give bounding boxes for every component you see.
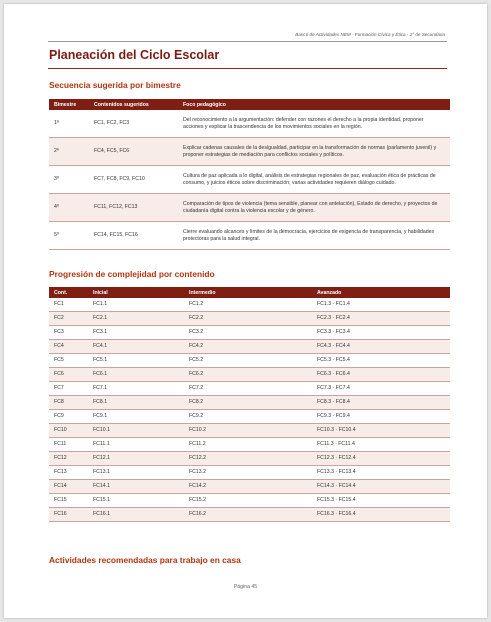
progresion-row <box>49 368 450 382</box>
col-header-foco: Foco pedagógico <box>178 99 450 110</box>
bimestre-cell: 4º <box>49 194 89 222</box>
bimestre-cell: 3º <box>49 166 89 194</box>
inicial-cell: FC1.1 <box>88 298 184 312</box>
cont-cell: FC12 <box>49 452 88 466</box>
col-header-cont: Cont. <box>49 287 88 298</box>
avanzado-cell: FC7.3 · FC7.4 <box>312 382 450 396</box>
col-header-bimestre: Bimestre <box>49 99 89 110</box>
bimestre-row <box>49 166 450 194</box>
contenidos-cell: FC4, FC5, FC6 <box>89 138 178 166</box>
avanzado-cell: FC9.3 · FC9.4 <box>312 410 450 424</box>
inicial-cell: FC8.1 <box>88 396 184 410</box>
inicial-cell: FC12.1 <box>88 452 184 466</box>
intermedio-cell: FC5.2 <box>184 354 312 368</box>
avanzado-cell: FC16.3 · FC16.4 <box>312 508 450 522</box>
foco-cell: Explicar cadenas causales de la desigualdad, participar en la transformación de normas (parlamento juvenil) y proponer estrategias de mediación para conflictos sociales y políticos. <box>178 138 450 166</box>
intermedio-cell: FC4.2 <box>184 340 312 354</box>
avanzado-cell: FC13.3 · FC13.4 <box>312 466 450 480</box>
bimestre-cell: 1º <box>49 110 89 138</box>
cont-cell: FC10 <box>49 424 88 438</box>
inicial-cell: FC6.1 <box>88 368 184 382</box>
page-number: Página 45 <box>233 584 258 590</box>
col-header-contenidos: Contenidos sugeridos <box>89 99 178 110</box>
inicial-cell: FC2.1 <box>88 312 184 326</box>
progresion-row <box>49 382 450 396</box>
intermedio-cell: FC2.2 <box>184 312 312 326</box>
avanzado-cell: FC14.3 · FC14.4 <box>312 480 450 494</box>
intermedio-cell: FC3.2 <box>184 326 312 340</box>
cont-cell: FC16 <box>49 508 88 522</box>
progresion-row <box>49 466 450 480</box>
cont-cell: FC5 <box>49 354 88 368</box>
inicial-cell: FC10.1 <box>88 424 184 438</box>
bimestre-row <box>49 194 450 222</box>
bimestre-row <box>49 222 450 250</box>
progresion-row <box>49 410 450 424</box>
progresion-row <box>49 452 450 466</box>
contenidos-cell: FC1, FC2, FC3 <box>89 110 178 138</box>
cont-cell: FC11 <box>49 438 88 452</box>
inicial-cell: FC11.1 <box>88 438 184 452</box>
bimestre-row <box>49 138 450 166</box>
section-title-casa: Actividades recomendadas para trabajo en casa <box>49 555 241 565</box>
cont-cell: FC9 <box>49 410 88 424</box>
progresion-row <box>49 298 450 312</box>
inicial-cell: FC7.1 <box>88 382 184 396</box>
avanzado-cell: FC11.3 · FC11.4 <box>312 438 450 452</box>
intermedio-cell: FC7.2 <box>184 382 312 396</box>
avanzado-cell: FC12.3 · FC12.4 <box>312 452 450 466</box>
progresion-row <box>49 480 450 494</box>
col-header-inicial: Inicial <box>88 287 184 298</box>
progresion-row <box>49 340 450 354</box>
inicial-cell: FC3.1 <box>88 326 184 340</box>
cont-cell: FC7 <box>49 382 88 396</box>
cont-cell: FC6 <box>49 368 88 382</box>
section-title-bimestre: Secuencia sugerida por bimestre <box>49 80 181 90</box>
intermedio-cell: FC14.2 <box>184 480 312 494</box>
contenidos-cell: FC7, FC8, FC9, FC10 <box>89 166 178 194</box>
foco-cell: Cierre evaluando alcances y límites de la democracia, ejercicios de exigencia de transparencia, y habilidades protectoras para la salud integral. <box>178 222 450 250</box>
avanzado-cell: FC3.3 · FC3.4 <box>312 326 450 340</box>
cont-cell: FC13 <box>49 466 88 480</box>
intermedio-cell: FC16.2 <box>184 508 312 522</box>
document-page <box>4 4 487 618</box>
inicial-cell: FC5.1 <box>88 354 184 368</box>
intermedio-cell: FC8.2 <box>184 396 312 410</box>
inicial-cell: FC9.1 <box>88 410 184 424</box>
bimestre-row <box>49 110 450 138</box>
title-rule <box>48 68 447 69</box>
cont-cell: FC14 <box>49 480 88 494</box>
intermedio-cell: FC13.2 <box>184 466 312 480</box>
avanzado-cell: FC6.3 · FC6.4 <box>312 368 450 382</box>
avanzado-cell: FC15.3 · FC15.4 <box>312 494 450 508</box>
contenidos-cell: FC14, FC15, FC16 <box>89 222 178 250</box>
cont-cell: FC4 <box>49 340 88 354</box>
cont-cell: FC1 <box>49 298 88 312</box>
progresion-row <box>49 312 450 326</box>
progresion-row <box>49 494 450 508</box>
avanzado-cell: FC1.3 · FC1.4 <box>312 298 450 312</box>
intermedio-cell: FC6.2 <box>184 368 312 382</box>
progresion-row <box>49 326 450 340</box>
intermedio-cell: FC1.2 <box>184 298 312 312</box>
avanzado-cell: FC10.3 · FC10.4 <box>312 424 450 438</box>
progresion-row <box>49 438 450 452</box>
avanzado-cell: FC8.3 · FC8.4 <box>312 396 450 410</box>
intermedio-cell: FC11.2 <box>184 438 312 452</box>
cont-cell: FC8 <box>49 396 88 410</box>
bimestre-cell: 5º <box>49 222 89 250</box>
intermedio-cell: FC10.2 <box>184 424 312 438</box>
progresion-table <box>49 287 450 522</box>
cont-cell: FC15 <box>49 494 88 508</box>
running-header: Banco de Actividades NEM - Formación Cívica y Ética · 2° de Secundaria <box>295 32 445 37</box>
foco-cell: Del reconocimiento a la argumentación: defender con razones el derecho a la propia identidad, proponer acciones y explicar la trascendencia de los movimientos sociales en la región. <box>178 110 450 138</box>
inicial-cell: FC15.1 <box>88 494 184 508</box>
inicial-cell: FC13.1 <box>88 466 184 480</box>
foco-cell: Comparación de tipos de violencia (tema sensible, planear con antelación), Estado de derecho, y proyectos de ciudadanía digital contra la violencia escolar y de género. <box>178 194 450 222</box>
cont-cell: FC2 <box>49 312 88 326</box>
bimestre-cell: 2º <box>49 138 89 166</box>
progresion-row <box>49 424 450 438</box>
col-header-avanzado: Avanzado <box>312 287 450 298</box>
cont-cell: FC3 <box>49 326 88 340</box>
foco-cell: Cultura de paz aplicada a lo digital, análisis de estrategias regionales de paz, evaluación ética de prácticas de consumo, y juicios éticos sobre discriminación; varias actividades requieren diálogo cuidado. <box>178 166 450 194</box>
progresion-row <box>49 354 450 368</box>
page-title: Planeación del Ciclo Escolar <box>49 48 220 62</box>
contenidos-cell: FC11, FC12, FC13 <box>89 194 178 222</box>
intermedio-cell: FC9.2 <box>184 410 312 424</box>
header-rule <box>48 41 447 42</box>
intermedio-cell: FC12.2 <box>184 452 312 466</box>
progresion-row <box>49 508 450 522</box>
bimestre-table <box>49 99 450 250</box>
avanzado-cell: FC2.3 · FC2.4 <box>312 312 450 326</box>
avanzado-cell: FC4.3 · FC4.4 <box>312 340 450 354</box>
avanzado-cell: FC5.3 · FC5.4 <box>312 354 450 368</box>
col-header-intermedio: Intermedio <box>184 287 312 298</box>
section-title-progresion: Progresión de complejidad por contenido <box>49 269 215 279</box>
intermedio-cell: FC15.2 <box>184 494 312 508</box>
inicial-cell: FC16.1 <box>88 508 184 522</box>
progresion-row <box>49 396 450 410</box>
inicial-cell: FC14.1 <box>88 480 184 494</box>
inicial-cell: FC4.1 <box>88 340 184 354</box>
